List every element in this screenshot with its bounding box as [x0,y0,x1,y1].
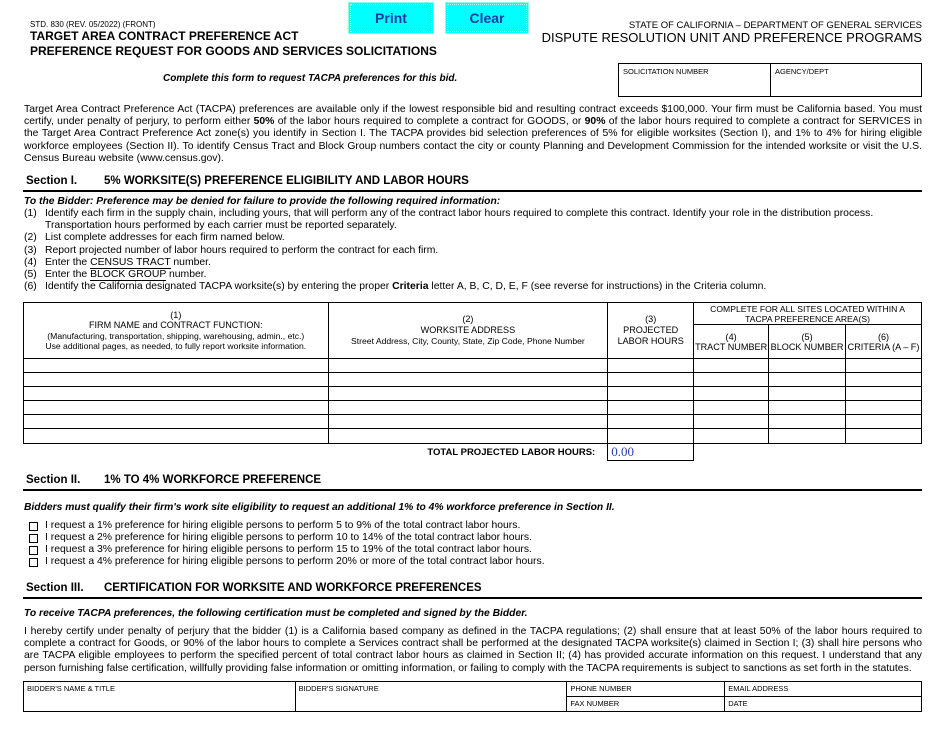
bidder-signature-field[interactable] [295,682,567,712]
table-row [24,359,922,373]
email-address-field[interactable] [725,682,922,697]
workforce-option-2[interactable]: I request a 2% preference for hiring eligible persons to perform 10 to 14% of the total contract labor hours. [29,532,545,544]
date-field[interactable] [725,697,922,712]
section-1-bidder-note: To the Bidder: Preference may be denied for failure to provide the following required information: [24,196,501,207]
checkbox-1pct[interactable] [29,522,38,531]
bidder-name-title-field[interactable] [24,682,296,712]
list-item: (3) Report projected number of labor hours required to perform the contract for each firm. [24,244,439,256]
table-row [24,387,922,401]
tacpa-area-group-header: COMPLETE FOR ALL SITES LOCATED WITHIN A TACPA PREFERENCE AREA(S) [694,303,922,325]
checkbox-3pct[interactable] [29,546,38,555]
col-firm-name-header: (1) FIRM NAME and CONTRACT FUNCTION: (Manufacturing, transportation, shipping, warehousing, admin., etc.) Use additional pages, as needed, to fully report worksite information. [24,303,329,359]
col-criteria-header: (6) CRITERIA (A – F) [846,325,922,359]
unit-name: DISPUTE RESOLUTION UNIT AND PREFERENCE PROGRAMS [541,30,922,45]
services-percent: 90% [584,116,606,128]
section-2-header: Section II. 1% TO 4% WORKFORCE PREFERENCE [23,474,922,491]
table-row [24,429,922,444]
total-labor-hours-value: 0.00 [608,444,694,461]
checkbox-2pct[interactable] [29,534,38,543]
bidder-name-title-label: BIDDER'S NAME & TITLE [27,684,115,693]
list-item: (4) Enter the CENSUS TRACT number. [24,256,211,268]
intro-paragraph: Target Area Contract Preference Act (TACPA) preferences are available only if the lowest responsible bid and resulting contract exceeds $100,000. Your firm must be California based. You must certify, under penalty of perjury, to perform either 50% of the labor hours required to complete a contract for GOODS, or 90% of the labor hours required to complete a contract for SERVICES in the Target Area Contract Preference Act zone(s) you identify in Section I. The TACPA provides bid selection preferences of 5% for eligible worksites (Section I), and 1% to 4% for hiring eligible workforce employees (Section II). To identify Census Tract and Block Group numbers contact the city or county Planning and Development Commission for the intended worksite or visit the U.S. Census Bureau website (www.census.gov). [24,104,922,164]
workforce-option-1[interactable]: I request a 1% preference for hiring eligible persons to perform 5 to 9% of the total contract labor hours. [29,520,545,532]
list-item: (2) List complete addresses for each firm named below. [24,232,285,244]
table-row [24,415,922,429]
col-labor-hours-header: (3) PROJECTED LABOR HOURS [608,303,694,359]
form-id: STD. 830 (REV. 05/2022) (FRONT) [30,20,156,29]
goods-percent: 50% [253,116,275,128]
email-address-label: EMAIL ADDRESS [728,684,789,693]
section-3-note: To receive TACPA preferences, the following certification must be completed and signed by the Bidder. [24,608,528,619]
workforce-option-4[interactable]: I request a 4% preference for hiring eligible persons to perform 20% or more of the total contract labor hours. [29,556,545,568]
certification-text: I hereby certify under penalty of perjury that the bidder (1) is a California based company as defined in the TACPA regulations; (2) shall ensure that at least 50% of the labor hours required to complete a contract for Goods, or 90% of the labor hours to complete a Services contract shall be performed at the designated TACPA worksite(s) claimed in Section I; (3) shall hire persons who are TACPA eligible employees to perform the specified percent of total contract labor hours as claimed in Section II; (4) has provided accurate information on this request. I understand that any person furnishing false certification, willfully providing false information or omitting information, or failing to comply with the TACPA requirements is subject to sanctions as set forth in the statutes. [24,626,922,674]
table-row [24,401,922,415]
col-tract-number-header: (4) TRACT NUMBER [694,325,769,359]
workforce-option-3[interactable]: I request a 3% preference for hiring eligible persons to perform 15 to 19% of the total contract labor hours. [29,544,545,556]
fax-number-label: FAX NUMBER [570,699,620,708]
list-item: (6) Identify the California designated TACPA worksite(s) by entering the proper Criteria letter A, B, C, D, E, F (see reverse for instructions) in the Criteria column. [24,281,767,293]
bidder-signature-label: BIDDER'S SIGNATURE [298,684,379,693]
phone-number-label: PHONE NUMBER [570,684,632,693]
phone-number-field[interactable] [567,682,725,697]
workforce-options [29,520,545,568]
agency-dept-field[interactable] [771,64,921,96]
solicitation-box [618,63,922,97]
clear-button[interactable]: Clear [445,2,529,34]
table-row [24,373,922,387]
list-item: (5) Enter the BLOCK GROUP number. [24,269,207,281]
fax-number-field[interactable] [567,697,725,712]
agency-name: STATE OF CALIFORNIA – DEPARTMENT OF GENERAL SERVICES [628,20,922,31]
section-3-header: Section III. CERTIFICATION FOR WORKSITE AND WORKFORCE PREFERENCES [23,582,922,599]
agency-dept-label: AGENCY/DEPT [775,67,829,76]
form-instruction: Complete this form to request TACPA preferences for this bid. [163,73,458,84]
col-block-number-header: (5) BLOCK NUMBER [769,325,846,359]
form-subtitle: PREFERENCE REQUEST FOR GOODS AND SERVICES SOLICITATIONS [30,44,437,58]
checkbox-4pct[interactable] [29,558,38,567]
col-worksite-address-header: (2) WORKSITE ADDRESS Street Address, City, County, State, Zip Code, Phone Number [328,303,608,359]
date-label: DATE [728,699,748,708]
list-item: (1) Identify each firm in the supply chain, including yours, that will perform any of the contract labor hours required to complete this contract. Identify your role in the distribution process. Transportation hours performed by each carrier must be reported separately. [24,208,874,232]
solicitation-number-label: SOLICITATION NUMBER [623,67,709,76]
section-1-instructions [24,208,922,293]
form-title: TARGET AREA CONTRACT PREFERENCE ACT [30,29,299,43]
solicitation-number-field[interactable] [619,64,771,96]
section-2-note: Bidders must qualify their firm's work site eligibility to request an additional 1% to 4% workforce preference in Section II. [24,502,615,513]
worksite-table [23,302,922,461]
section-1-header: Section I. 5% WORKSITE(S) PREFERENCE ELIGIBILITY AND LABOR HOURS [23,175,922,192]
signature-block [23,681,922,712]
print-button[interactable]: Print [348,2,434,34]
total-labor-hours-label: TOTAL PROJECTED LABOR HOURS: [427,446,596,458]
